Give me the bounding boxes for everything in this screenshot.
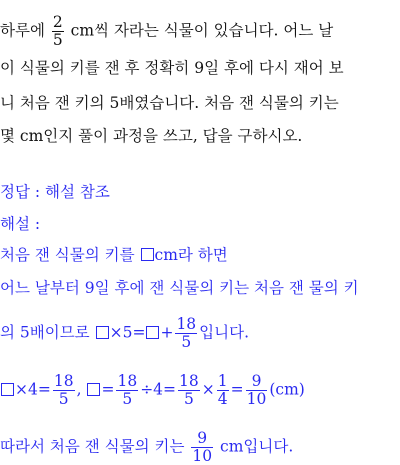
solution-line-3: 의 5배이므로 ×5= + $\frac{18}{5}$ 입니다. [0, 315, 250, 351]
solution-heading: 해설 : [0, 215, 41, 233]
fraction-18-5: $\frac{18}{5}$ [53, 372, 74, 408]
text: 하루에 [0, 21, 45, 40]
fraction-2-5: $\frac{2}{5}$ [52, 13, 63, 49]
solution-line-2: 어느 날부터 9일 후에 잰 식물의 키는 처음 잰 물의 키 [0, 279, 359, 297]
solution-line-4: ×4= $\frac{18}{5}$ , = $\frac{18}{5}$ ÷4= $\frac{18}{5}$ × $\frac{1}{4}$ = $\frac{9}{10}$ (cm) [0, 373, 305, 408]
blank-box [87, 383, 100, 396]
blank-box [146, 326, 159, 339]
problem-line-4: 몇 cm인지 풀이 과정을 쓰고, 답을 구하시오. [0, 127, 303, 145]
problem-line-1 [0, 14, 333, 49]
problem-line-3: 니 처음 잰 키의 5배였습니다. 처음 잰 식물의 키는 [0, 94, 339, 112]
fraction-18-5: $\frac{18}{5}$ [176, 315, 197, 351]
text: cm씩 자라는 식물이 있습니다. 어느 날 [70, 21, 334, 40]
fraction-18-5: $\frac{18}{5}$ [179, 372, 199, 408]
fraction-9-10: $\frac{9}{10}$ [246, 372, 267, 408]
blank-box [141, 248, 154, 261]
fraction-9-10: $\frac{9}{10}$ [192, 429, 213, 465]
fraction-18-5: $\frac{18}{5}$ [117, 372, 138, 408]
blank-box [96, 326, 109, 339]
solution-line-5: 따라서 처음 잰 식물의 키는 $\frac{9}{10}$ cm입니다. [0, 429, 294, 465]
fraction-1-4: $\frac{1}{4}$ [217, 372, 228, 408]
answer-line: 정답 : 해설 참조 [0, 183, 110, 201]
problem-line-2: 이 식물의 키를 잰 후 정확히 9일 후에 다시 재어 보 [0, 59, 344, 77]
solution-line-1: 처음 잰 식물의 키를 cm라 하면 [0, 246, 228, 264]
blank-box [1, 383, 14, 396]
